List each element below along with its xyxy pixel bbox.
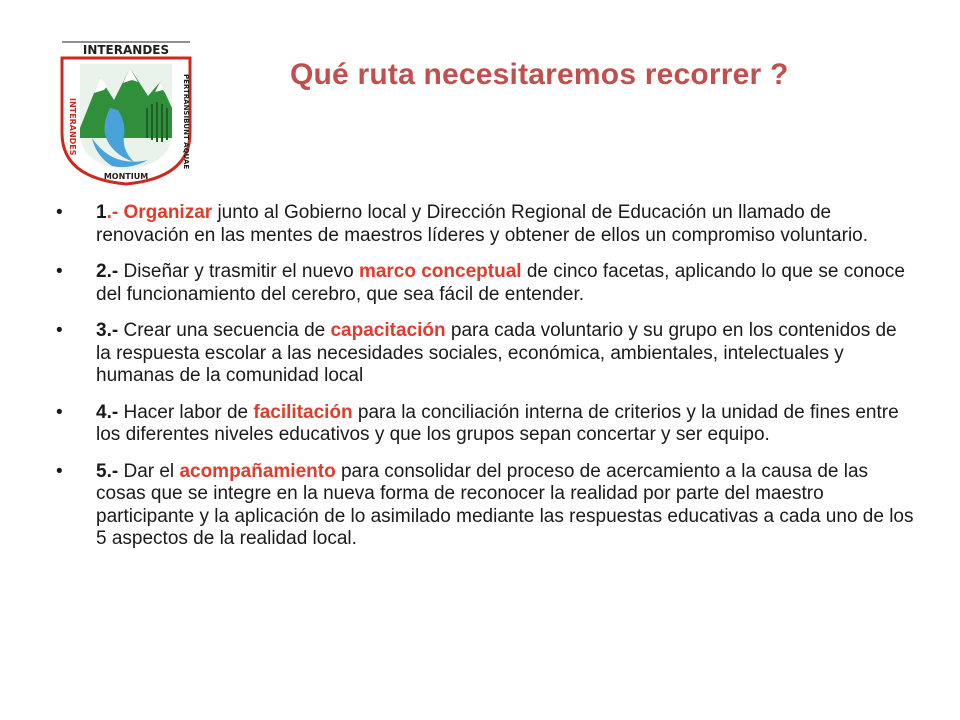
item-text: para la conciliación interna de criterios y la unidad de fines entre los diferentes niveles educativos y que los grupos sepan concertar y ser equipo. [96,401,899,445]
interandes-logo [52,38,200,188]
bullet-icon: • [56,460,63,482]
bullet-icon: • [56,401,63,423]
logo-name: INTERANDES [82,43,170,57]
list-item [56,261,916,306]
item-keyword: capacitación [330,320,446,341]
item-keyword: Organizar [123,202,213,223]
item-prefix: Diseñar y trasmitir el nuevo [118,261,359,282]
route-list [56,202,916,565]
bullet-icon: • [56,320,63,341]
logo-motto-right: PERTRANSIBUNT AQUAE [182,74,190,170]
bullet-icon: • [56,202,63,223]
item-keyword: facilitación [253,401,353,423]
item-number: 5.- [96,460,119,482]
item-keyword: marco conceptual [358,261,522,282]
item-prefix: Hacer labor de [118,401,254,423]
logo-motto-left: INTERANDES [68,98,77,156]
item-prefix: Dar el [118,460,180,482]
list-item [56,402,916,447]
item-prefix: Crear una secuencia de [118,320,331,341]
list-item [56,320,916,388]
item-keyword: acompañamiento [179,460,336,482]
list-item [56,461,916,551]
item-separator: .- [106,202,124,223]
item-number: 2.- [96,261,119,282]
item-number: 1 [96,202,107,223]
item-number: 3.- [96,320,119,341]
item-number: 4.- [96,401,119,423]
bullet-icon: • [56,261,63,282]
item-text: para consolidar del proceso de acercamiento a la causa de las cosas que se integre en la nueva forma de reconocer la realidad por parte del maestro participante y la aplicación de lo asimilado mediante las respuestas educativas a cada uno de los 5 aspectos de la realidad local. [96,460,914,549]
page-title: Qué ruta necesitaremos recorrer ? [290,58,789,91]
list-item [56,202,916,247]
item-text: de cinco facetas, aplicando lo que se conoce del funcionamiento del cerebro, que sea fácil de entender. [96,261,905,305]
item-text: junto al Gobierno local y Dirección Regional de Educación un llamado de renovación en las mentes de maestros líderes y obtener de ellos un compromiso voluntario. [96,202,869,246]
item-text: para cada voluntario y su grupo en los contenidos de la respuesta escolar a las necesidades sociales, económica, ambientales, intelectuales y humanas de la comunidad local [96,320,897,386]
mountain-river-crest-icon [52,38,200,188]
logo-motto-bottom: MONTIUM [103,172,149,181]
